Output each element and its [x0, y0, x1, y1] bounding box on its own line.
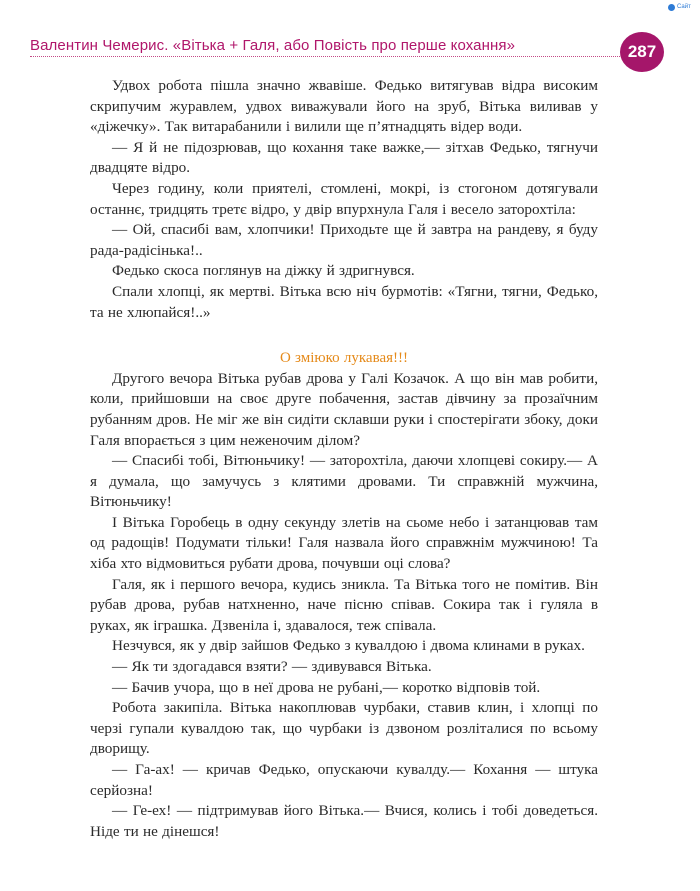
- section-title: О зміюко лукавая!!!: [279, 350, 409, 367]
- logo-dot-icon: [668, 4, 675, 11]
- paragraph: — Га-ах! — кричав Федько, опускаючи кувалду.— Кохання — штука серйозна!: [90, 761, 598, 799]
- header-dotted-line: [30, 56, 620, 57]
- running-header: [30, 37, 620, 54]
- site-logo: [668, 2, 698, 12]
- paragraph: — Ге-ех! — підтримував його Вітька.— Вчися, колись і тобі доведеться. Ніде ти не дінешся!: [90, 802, 598, 840]
- paragraph: Другого вечора Вітька рубав дрова у Галі Козачок. А що він мав робити, коли, прийшовши на своє друге побачення, застав дівчину за прозаїчним рубанням дров. Не міг же він сидіти склавши руки і спостерігати збоку, доки Галя впорається з цим неженочим ділом?: [90, 369, 598, 449]
- paragraph: — Бачив учора, що в неї дрова не рубані,— коротко відповів той.: [112, 678, 541, 696]
- paragraph: Федько скоса поглянув на діжку й здригнувся.: [112, 262, 415, 280]
- paragraph: І Вітька Горобець в одну секунду злетів на сьоме небо і затанцював там од радощів! Подумати тільки! Галя назвала його справжнім мужчиною! Та хіба хто відмовиться рубати дрова, почувши оці слова?: [90, 513, 598, 573]
- paragraph: Спали хлопці, як мертві. Вітька всю ніч бурмотів: «Тягни, тягни, Федько, та не хлюпайся!..»: [90, 282, 598, 321]
- paragraph: Удвох робота пішла значно жвавіше. Федько витягував відра високим скрипучим журавлем, удвох виважували його на зруб, Вітька виливав у «діжечку». Так витарабанили і вилили ще п’ятнадцять відер води.: [90, 77, 598, 136]
- paragraph: — Спасибі тобі, Вітюньчику! — заторохтіла, даючи хлопцеві сокиру.— А я думала, що замучусь з клятими дровами. Ти справжній мужчина, Вітюньчику!: [90, 452, 598, 511]
- paragraph: Галя, як і першого вечора, кудись зникла. Та Вітька того не помітив. Він рубав дрова, рубав натхненно, наче пісню співав. Сокира так і гуляла в руках, як іграшка. Дзвеніла і, здавалося, теж співала.: [90, 575, 598, 634]
- logo-text: Сайт: [677, 4, 691, 10]
- paragraph: Незчувся, як у двір зайшов Федько з кувалдою і двома клинами в руках.: [112, 637, 585, 655]
- paragraph: Робота закипіла. Вітька накоплював чурбаки, ставив клин, і хлопці по черзі гупали кувалдою так, що чурбаки із дзвоном розліталися по всьому дворищу.: [90, 699, 598, 758]
- page-number: 287: [627, 42, 657, 61]
- paragraph: — Як ти здогадався взяти? — здивувався Вітька.: [112, 658, 432, 676]
- paragraph: — Ой, спасибі вам, хлопчики! Приходьте ще й завтра на рандеву, я буду рада-радісінька!..: [90, 221, 598, 259]
- page-number-badge: [620, 32, 664, 72]
- paragraph: Через годину, коли приятелі, стомлені, мокрі, із стогоном дотягували останнє, тридцять третє відро, у двір впурхнула Галя і весело заторохтіла:: [90, 179, 598, 218]
- story-text: [90, 76, 598, 842]
- paragraph: — Я й не підозрював, що кохання таке важке,— зітхав Федько, тягнучи двадцяте відро.: [90, 138, 598, 177]
- header-title: Валентин Чемерис. «Вітька + Галя, або Повість про перше кохання»: [30, 37, 516, 54]
